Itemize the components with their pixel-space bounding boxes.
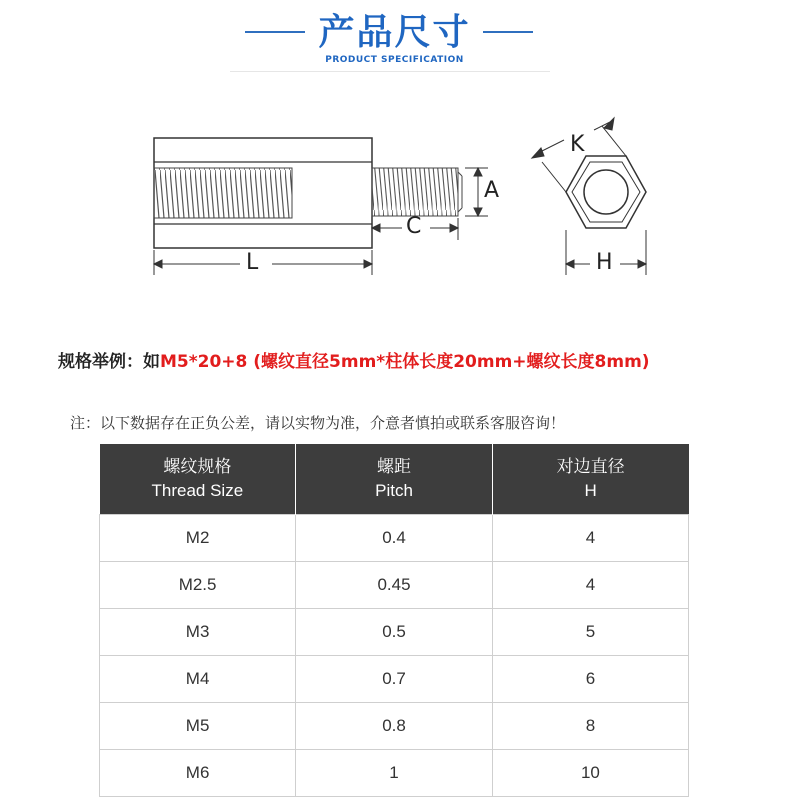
table-row xyxy=(100,515,689,562)
cell-h: 8 xyxy=(492,703,688,750)
spec-example xyxy=(58,347,778,372)
table-row xyxy=(100,562,689,609)
cell-pitch: 1 xyxy=(296,750,493,797)
section-header xyxy=(0,0,789,80)
spec-example-lead: 规格举例：如 xyxy=(58,352,160,372)
table-row xyxy=(100,703,689,750)
standoff-body xyxy=(154,138,372,248)
cell-h: 4 xyxy=(492,515,688,562)
label-h: H xyxy=(596,250,613,275)
col-pitch-cn: 螺距 xyxy=(377,457,412,476)
standoff-dimension-diagram xyxy=(140,110,680,300)
label-c: C xyxy=(406,214,422,239)
table-header-row xyxy=(100,444,689,515)
cell-h: 4 xyxy=(492,562,688,609)
cell-pitch: 0.4 xyxy=(296,515,493,562)
label-l: L xyxy=(246,250,259,275)
label-a: A xyxy=(484,178,500,203)
hex-end-view xyxy=(566,156,646,228)
cell-size: M6 xyxy=(100,750,296,797)
col-pitch xyxy=(296,444,493,515)
cell-size: M5 xyxy=(100,703,296,750)
cell-size: M3 xyxy=(100,609,296,656)
cell-size: M2.5 xyxy=(100,562,296,609)
col-hex-width-cn: 对边直径 xyxy=(556,457,625,476)
cell-pitch: 0.45 xyxy=(296,562,493,609)
col-thread-size-cn: 螺纹规格 xyxy=(163,457,232,476)
cell-size: M2 xyxy=(100,515,296,562)
tolerance-note: 注：以下数据存在正负公差，请以实物为准，介意者慎拍或联系客服咨询！ xyxy=(70,414,566,432)
cell-pitch: 0.5 xyxy=(296,609,493,656)
col-hex-width-en: H xyxy=(584,481,597,500)
cell-h: 5 xyxy=(492,609,688,656)
cell-h: 10 xyxy=(492,750,688,797)
cell-pitch: 0.7 xyxy=(296,656,493,703)
thread-spec-table xyxy=(99,444,689,797)
section-subtitle: PRODUCT SPECIFICATION xyxy=(325,55,464,65)
table-row xyxy=(100,656,689,703)
spec-example-value: M5*20+8 (螺纹直径5mm*柱体长度20mm+螺纹长度8mm) xyxy=(160,352,650,372)
col-hex-width xyxy=(492,444,688,515)
cell-size: M4 xyxy=(100,656,296,703)
section-title: 产品尺寸 xyxy=(318,12,471,53)
external-thread xyxy=(372,168,462,216)
cell-pitch: 0.8 xyxy=(296,703,493,750)
table-row xyxy=(100,609,689,656)
dimension-l xyxy=(154,250,372,275)
col-pitch-en: Pitch xyxy=(375,481,413,500)
subtitle-rule xyxy=(230,71,550,72)
label-k: K xyxy=(570,132,585,157)
col-thread-size-en: Thread Size xyxy=(151,481,244,500)
table-row xyxy=(100,750,689,797)
cell-h: 6 xyxy=(492,656,688,703)
col-thread-size xyxy=(100,444,296,515)
